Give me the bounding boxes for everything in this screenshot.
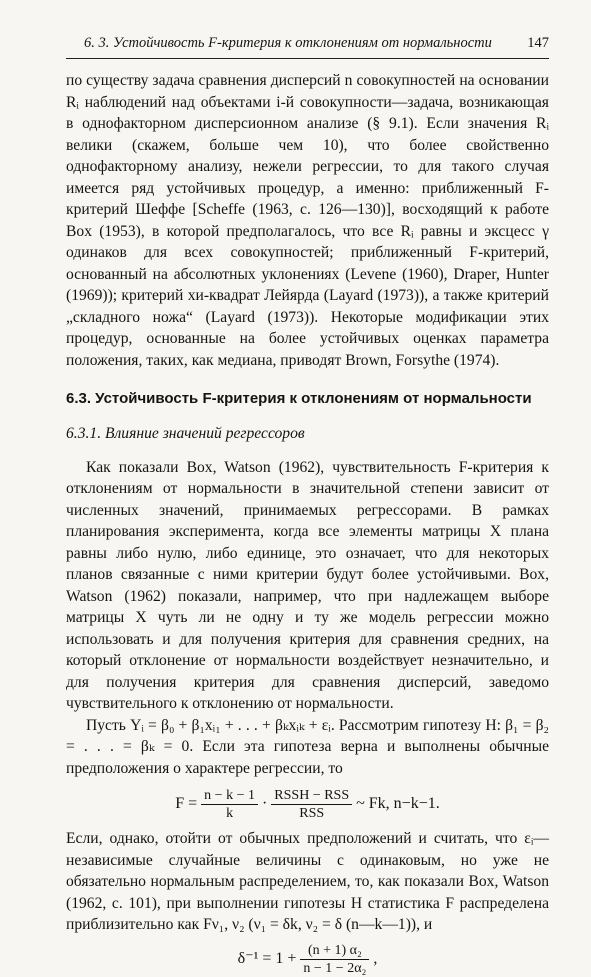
header-rule [66,58,549,59]
fraction-delta [300,942,369,977]
formula-delta-lhs: δ⁻¹ = 1 + [237,949,297,967]
fraction-delta-denominator: n − 1 − 2α₂ [303,960,367,976]
fraction-delta-numerator: (n + 1) α₂ [300,942,369,960]
formula-rhs: ~ Fk, n−k−1. [356,795,440,813]
multiply-dot: · [261,795,268,813]
paragraph-hypothesis: Пусть Yᵢ = β₀ + β₁xᵢ₁ + . . . + βₖxᵢₖ + εᵢ. Рассмотрим гипотезу H: β₁ = β₂ = . . . = βₖ = 0. Если эта гипотеза верна и выполнены обычные предположения о характере регрессии, то [66,716,549,777]
page-body [66,70,549,977]
fraction-df-numerator: n − k − 1 [201,787,258,805]
formula-delta-tail: , [373,949,378,967]
running-head-title: 6. 3. Устойчивость F-критерия к отклонениям от нормальности [84,35,492,51]
paragraph-departure: Если, однако, отойти от обычных предположений и считать, что εᵢ—независимые случайные величины с одинаковым, но уже не обязательно нормальным распределением, то, как показали Box, Watson (1962, с. 101), при выполнении гипотезы H статистика F распределена приблизительно как Fν₁, ν₂ (ν₁ = δk, ν₂ = δ (n—k—1)), и [66,830,549,933]
formula-lhs: F = [175,795,198,813]
subsection-heading: 6.3.1. Влияние значений регрессоров [66,425,305,442]
fraction-rss-denominator: RSS [299,806,325,821]
page-number: 147 [527,35,549,51]
formula-delta [66,942,549,977]
running-head [66,35,549,52]
paragraph-box-watson: Как показали Box, Watson (1962), чувствительность F-критерия к отклонениям от нормальности в значительной степени зависит от численных значений, принимаемых регрессорами. В рамках планирования эксперимента, когда все элементы матрицы X плана равны либо нулю, либо единице, это означает, что для некоторых планов связанные с ними критерии будут более устойчивыми. Box, Watson (1962) показали, например, что при надлежащем выборе матрицы X чуть ли не одну и ту же модель регрессии можно использовать и для получения критерия для сравнения средних, на который отклонение от нормальности воздействует незначительно, и для получения критерия для сравнения дисперсий, заведомо чувствительного к отклонению от нормальности. [66,458,549,712]
section-heading: 6.3. Устойчивость F-критерия к отклонениям от нормальности [66,390,532,407]
fraction-rss [271,787,352,822]
fraction-df-denominator: k [226,806,234,821]
fraction-rss-numerator: RSSH − RSS [271,787,352,805]
formula-f-statistic [66,787,549,822]
paragraph-continuation: по существу задача сравнения дисперсий n совокупностей на основании Rᵢ наблюдений над объектами i-й совокупности—задача, возникающая в однофакторном дисперсионном анализе (§ 9.1). Если значения Rᵢ велики (скажем, больше чем 10), что более свойственно однофакторному анализу, нежели регрессии, то для такого случая имеется ряд устойчивых процедур, а именно: приближенный F-критерий Шеффе [Scheffe (1963, с. 126—130)], восходящий к работе Box (1953), в которой предполагалось, что все Rᵢ равны и эксцесс γ одинаков для всех совокупностей; приближенный F-критерий, основанный на абсолютных уклонениях (Levene (1960), Draper, Hunter (1969)); критерий хи-квадрат Лейярда (Layard (1973)), а также критерий „складного ножа“ (Layard (1973)). Некоторые модификации этих процедур, основанные на более устойчивых оценках параметра положения, таких, как медиана, приводят Brown, Forsythe (1974). [66,72,549,369]
fraction-df [201,787,258,822]
